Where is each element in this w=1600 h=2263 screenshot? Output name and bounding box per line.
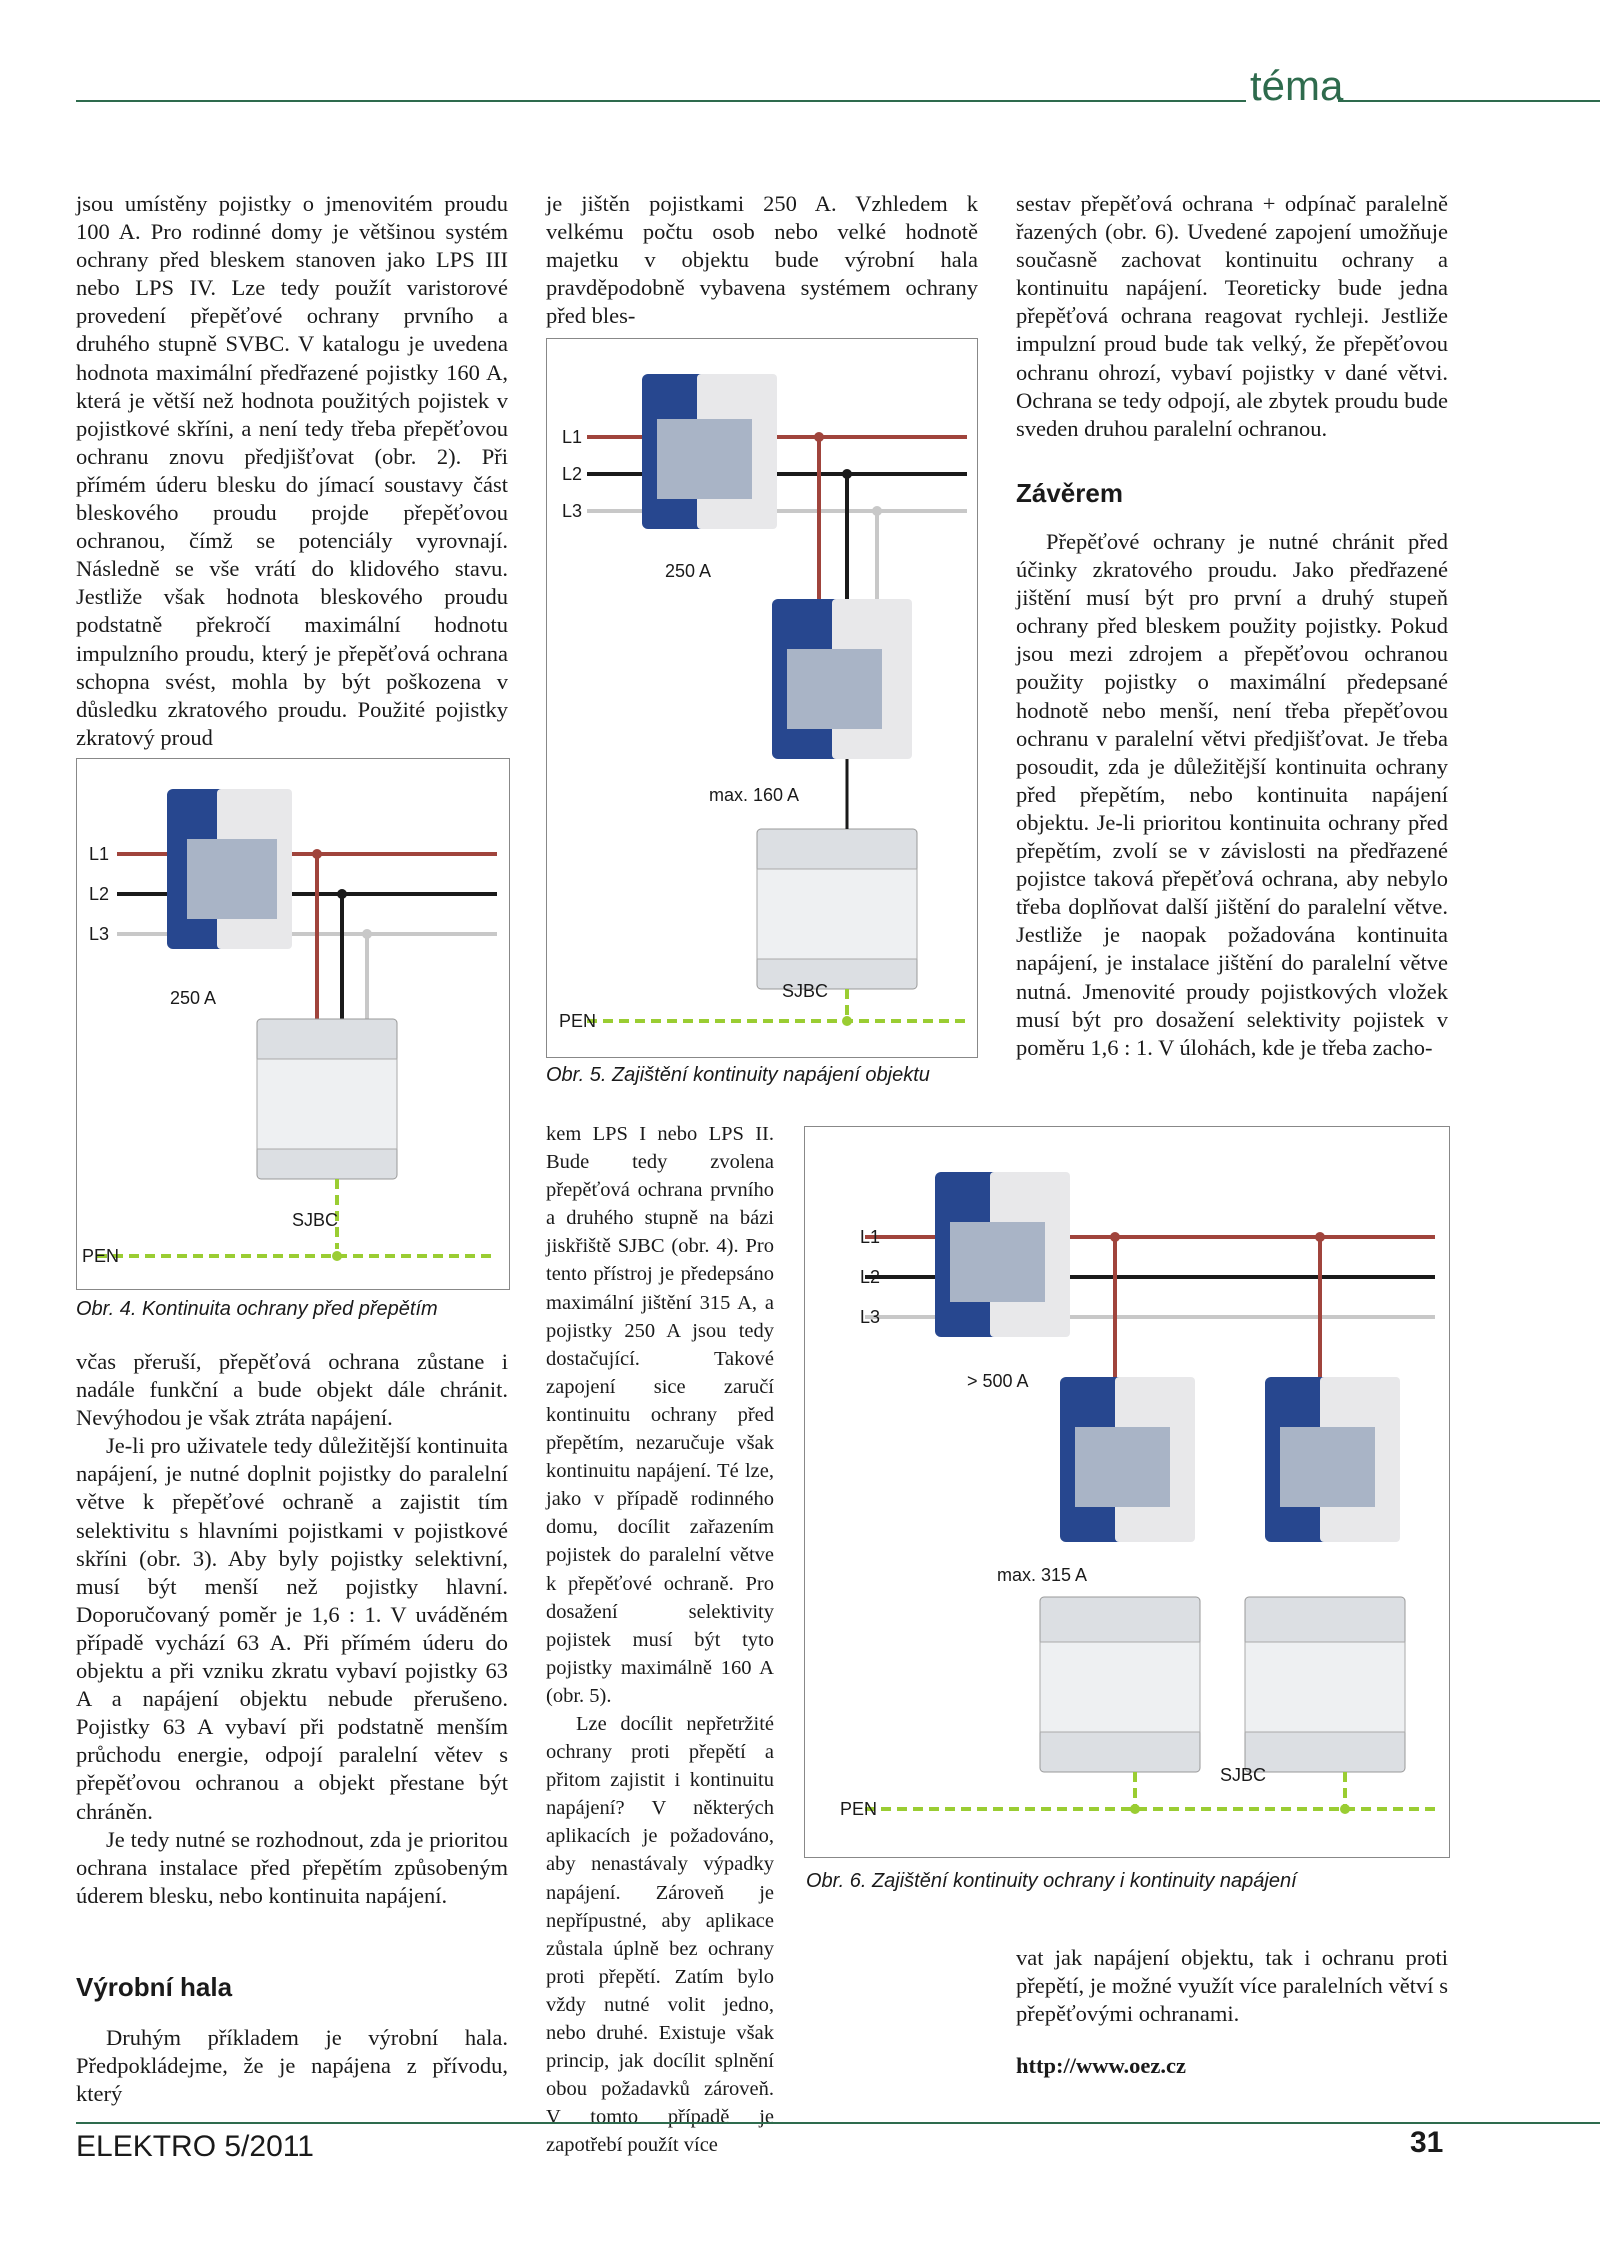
- fig6-caption: Obr. 6. Zajištění kontinuity ochrany i kontinuity napájení: [806, 1870, 1297, 1892]
- fig4-label-l2: L2: [89, 884, 110, 904]
- col1-bottom-text: [76, 1348, 508, 1910]
- fig6-label-spd: SJBC: [1220, 1765, 1267, 1785]
- fig4-label-fuse: 250 A: [170, 988, 217, 1008]
- section-title: téma: [1250, 62, 1344, 109]
- figure-6: [804, 1126, 1450, 1858]
- magazine-issue: ELEKTRO 5/2011: [76, 2130, 314, 2163]
- fig5-diagram: [547, 339, 977, 1057]
- page-number: 31: [1410, 2126, 1444, 2159]
- fig5-label-l2: L2: [562, 464, 583, 484]
- heading-zaverem: Závěrem: [1016, 478, 1123, 508]
- paragraph: Druhým příkladem je výrobní hala. Předpokládejme, že je napájena z přívodu, který: [76, 2025, 508, 2107]
- heading-vyrobni-hala: Výrobní hala: [76, 1972, 233, 2002]
- figure-4: [76, 758, 510, 1290]
- fig6-label-fuse2: max. 315 A: [997, 1565, 1088, 1585]
- paragraph: včas přeruší, přepěťová ochrana zůstane i nadále funkční a bude objekt dále chránit. Nevýhodou je však ztráta napájení.: [76, 1349, 508, 1431]
- header-rule: [76, 100, 1246, 102]
- paragraph: vat jak napájení objektu, tak i ochranu proti přepětí, je možné využít více paralelních větví s přepěťovými ochranami.: [1016, 1945, 1448, 2027]
- footer-rule: [76, 2122, 1600, 2124]
- paragraph: kem LPS I nebo LPS II. Bude tedy zvolena přepěťová ochrana prvního a druhého stupně na bázi jiskřiště SJBC (obr. 4). Pro tento přístroj je předepsáno maximální jištění 315 A, a pojistky 250 A jsou tedy dostačující. Takové zapojení sice zaručí kontinuitu ochrany před přepětím, nezaručuje však kontinuitu napájení. Té lze, jako v případě rodinného domu, docílit zařazením pojistek do paralelní větve k přepěťové ochraně. Pro dosažení selektivity pojistek musí být tyto pojistky maximálně 160 A (obr. 5).: [546, 1123, 774, 1707]
- website-link[interactable]: http://www.oez.cz: [1016, 2053, 1186, 2078]
- fig5-label-fuse2: max. 160 A: [709, 785, 800, 805]
- col3-top-text: [1016, 190, 1448, 443]
- col2-top-text: [546, 190, 978, 330]
- paragraph: Je tedy nutné se rozhodnout, zda je prioritou ochrana instalace před přepětím způsobeným úderem blesku, nebo kontinuita napájení.: [76, 1826, 508, 1908]
- figure-5: [546, 338, 978, 1058]
- col1-last-text: [76, 2024, 508, 2108]
- fig6-label-pen: PEN: [840, 1799, 878, 1819]
- col3-bottom-text: [1016, 1944, 1448, 2028]
- fig5-label-pen: PEN: [559, 1011, 597, 1031]
- paragraph: jsou umístěny pojistky o jmenovitém proudu 100 A. Pro rodinné domy je většinou systém ochrany před bleskem stanoven jako LPS III nebo LPS IV. Lze tedy použít varistorové provedení přepěťové ochrany prvního a druhého stupně SVBC. V katalogu je uvedena hodnota maximální předřazené pojistky 160 A, která je větší než hodnota použitých pojistek v pojistkové skříni, a není tedy třeba přepěťovou ochranu znovu předjišťovat (obr. 2). Při přímém úderu blesku do jímací soustavy část bleskového proudu projde přepěťovou ochranou, čímž se potenciály vyrovnají. Následně se vše vrátí do klidového stavu. Jestliže však hodnota bleskového proudu podstatně překročí maximální hodnotu impulzního proudu, který je přepěťová ochrana schopna svést, mohla by být poškozena v důsledku zkratového proudu. Použité pojistky zkratový proud: [76, 191, 508, 750]
- fig6-label-l1: L1: [860, 1227, 881, 1247]
- paragraph: Je-li pro uživatele tedy důležitější kontinuita napájení, je nutné doplnit pojistky do paralelní větve k přepěťové ochraně a zajistit tím selektivitu s hlavními pojistkami v pojistkové skříni (obr. 3). Aby byly pojistky selektivní, musí být menší než pojistky hlavní. Doporučovaný poměr je 1,6 : 1. V uváděném případě vychází 63 A. Při přímém úderu do objektu a při vzniku zkratu vybaví pojistky 63 A a napájení objektu nebude přerušeno. Pojistky 63 A vybaví při podstatně menším průchodu energie, odpojí paralelní větev s přepěťovou ochranou a objekt přestane být chráněn.: [76, 1433, 508, 1824]
- col2-narrow-text: [546, 1120, 774, 2159]
- fig4-label-l1: L1: [89, 844, 110, 864]
- fig6-label-l3: L3: [860, 1307, 881, 1327]
- fig6-label-fuse: > 500 A: [967, 1371, 1029, 1391]
- paragraph: je jištěn pojistkami 250 A. Vzhledem k velkému počtu osob nebo velké hodnotě majetku v objektu bude výrobní hala pravděpodobně vybavena systémem ochrany před bles-: [546, 191, 978, 329]
- fig4-label-l3: L3: [89, 924, 110, 944]
- col1-top-text: [76, 190, 508, 752]
- header-rule-right: [1338, 100, 1600, 102]
- fig4-caption: Obr. 4. Kontinuita ochrany před přepětím: [76, 1298, 438, 1320]
- fig5-label-fuse: 250 A: [665, 561, 712, 581]
- fig5-caption: Obr. 5. Zajištění kontinuity napájení objektu: [546, 1064, 930, 1086]
- col3-mid-text: [1016, 528, 1448, 1062]
- paragraph: Lze docílit nepřetržité ochrany proti přepětí a přitom zajistit i kontinuitu napájení? V některých aplikacích je požadováno, aby nenastávaly výpadky napájení. Zároveň je nepřípustné, aby aplikace zůstala úplně bez ochrany proti přepětí. Zatím bylo vždy nutné volit jedno, nebo druhé. Existuje však princip, jak docílit splnění obou požadavků zároveň. V tomto případě je zapotřebí použít více: [546, 1712, 774, 2157]
- fig4-label-pen: PEN: [82, 1246, 120, 1266]
- fig4-diagram: [77, 759, 509, 1289]
- fig6-diagram: [805, 1127, 1449, 1857]
- paragraph: sestav přepěťová ochrana + odpínač paralelně řazených (obr. 6). Uvedené zapojení umožňuje současně zachovat kontinuitu ochrany a kontinuitu napájení. Teoreticky bude jedna přepěťová ochrana reagovat rychleji. Jestliže impulzní proud bude tak velký, že přepěťovou ochranu ohrozí, vybaví pojistky v dané větvi. Ochrana se tedy odpojí, ale zbytek proudu bude sveden druhou paralelní ochranou.: [1016, 191, 1448, 441]
- fig5-label-l1: L1: [562, 427, 583, 447]
- fig4-label-spd: SJBC: [292, 1210, 339, 1230]
- fig5-label-spd: SJBC: [782, 981, 829, 1001]
- fig6-label-l2: L2: [860, 1267, 881, 1287]
- fig5-label-l3: L3: [562, 501, 583, 521]
- paragraph: Přepěťové ochrany je nutné chránit před účinky zkratového proudu. Jako předřazené jištění musí být pro první a druhý stupeň ochrany před bleskem použity pojistky. Pokud jsou mezi zdrojem a přepěťovou ochranou použity pojistky o maximální předepsané hodnotě nebo menší, není třeba přepěťovou ochranu v paralelní větvi předjišťovat. Je třeba posoudit, zda je důležitější kontinuita ochrany před přepětím, nebo kontinuita napájení objektu. Je-li prioritou kontinuita ochrany před přepětím, zvolí se v závislosti na předřazené pojistce taková přepěťová ochrana, aby nebylo třeba doplňovat další jištění do paralelní větve. Jestliže je naopak požadována kontinuita napájení, je instalace jištění do paralelní větve nutná. Jmenovité proudy pojistkových vložek musí být pro dosažení selektivity pojistek v poměru 1,6 : 1. V úlohách, kde je třeba zacho-: [1016, 529, 1448, 1060]
